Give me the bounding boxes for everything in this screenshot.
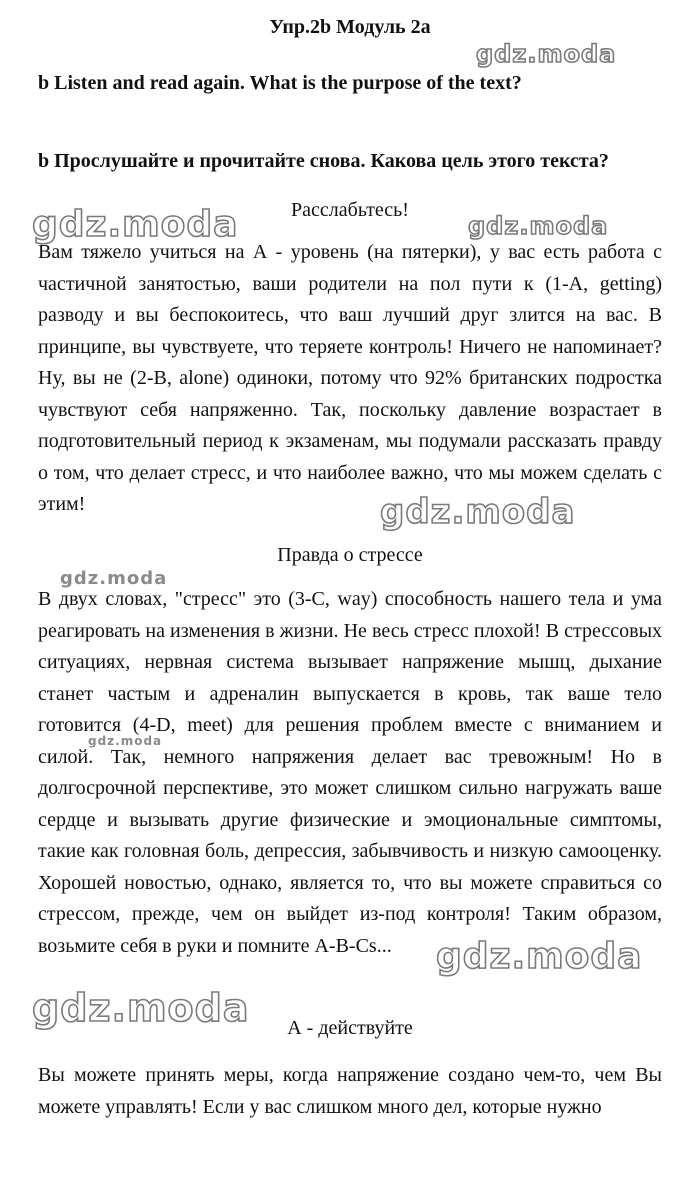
watermark: gdz.moda <box>32 986 250 1030</box>
page-title: Упр.2b Модуль 2а <box>269 16 431 38</box>
watermark: gdz.moda <box>60 568 168 589</box>
section-heading-act: А - действуйте <box>287 1017 413 1039</box>
watermark: gdz.moda <box>468 212 609 240</box>
paragraph-act: Вы можете принять меры, когда напряжение создано чем-то, чем Вы можете управлять! Если у вас слишком много дел, которые нужно <box>38 1064 662 1118</box>
watermark: gdz.moda <box>476 40 617 68</box>
watermark: gdz.moda <box>380 492 576 532</box>
watermark: gdz.moda <box>436 936 643 977</box>
section-heading-relax: Расслабьтесь! <box>291 199 409 221</box>
task-russian: b Прослушайте и прочитайте снова. Какова цель этого текста? <box>38 150 609 172</box>
paragraph-truth: В двух словах, "стресс" это (3-C, way) способность нашего тела и ума реагировать на изменения в жизни. Не весь стресс плохой! В стрессовых ситуациях, нервная система вызывает напряжение мышц, дыхание станет частым и адреналин выпускается в кровь, так ваше тело готовится (4-D, meet) для решения проблем вместе с вниманием и силой. Так, немного напряжения делает вас тревожным! Но в долгосрочной перспективе, это может слишком сильно нагружать ваше сердце и вызывать другие физические и эмоциональные симптомы, такие как головная боль, депрессия, забывчивость и низкую самооценку. Хорошей новостью, однако, является то, что вы можете справиться со стрессом, прежде, чем он выйдет из-под контроля! Таким образом, возьмите себя в руки и помните A-B-Cs... <box>38 588 662 957</box>
watermark: gdz.moda <box>88 734 163 748</box>
section-heading-truth: Правда о стрессе <box>277 544 423 566</box>
task-english: b Listen and read again. What is the purpose of the text? <box>38 72 522 94</box>
watermark: gdz.moda <box>32 204 239 245</box>
paragraph-relax: Вам тяжело учиться на А - уровень (на пятерки), у вас есть работа с частичной занятостью, ваши родители на пол пути к (1-A, getting) разводу и вы беспокоитесь, что ваш лучший друг злится на вас. В принципе, вы чувствуете, что теряете контроль! Ничего не напоминает? Ну, вы не (2-B, alone) одиноки, потому что 92% британских подростка чувствуют себя напряженно. Так, поскольку давление возрастает в подготовительный период к экзаменам, мы подумали рассказать правду о том, что делает стресс, и что наиболее важно, что мы можем сделать с этим! <box>38 241 662 515</box>
